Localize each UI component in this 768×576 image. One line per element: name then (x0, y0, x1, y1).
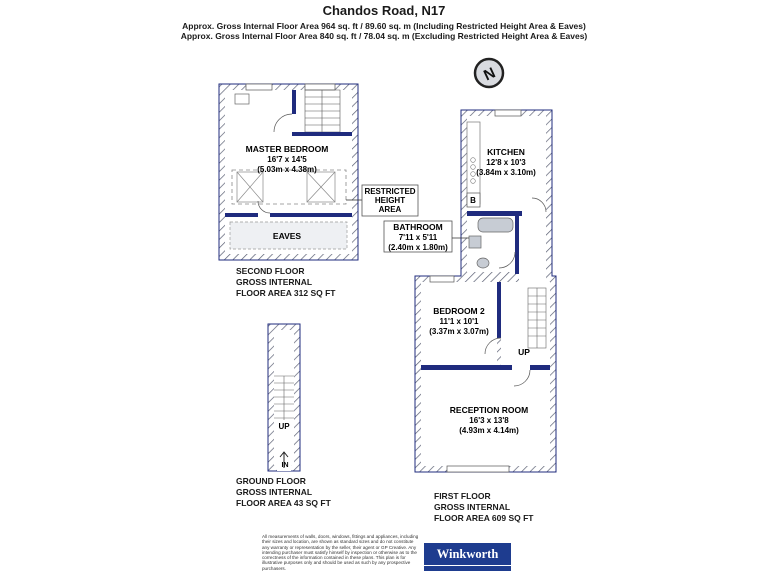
brand-logo-stripe (424, 566, 511, 571)
first-up-label: UP (518, 347, 530, 357)
boiler-label: B (470, 196, 476, 205)
compass (475, 59, 503, 87)
bathroom-name: BATHROOM (393, 222, 443, 232)
brand-logo: Winkworth (424, 543, 511, 565)
ground-floor-label-line2: GROSS INTERNAL (236, 487, 313, 497)
kitchen-metric: (3.84m x 3.10m) (476, 168, 536, 177)
second-floor-label-line2: GROSS INTERNAL (236, 277, 313, 287)
restricted-label-line3: AREA (378, 205, 402, 214)
ground-in-label: IN (281, 462, 289, 469)
area-including-text: Approx. Gross Internal Floor Area 964 sq. ft / 89.60 sq. m (Including Restricted Height Area & Eaves) (182, 21, 586, 31)
reception-door-gap (512, 364, 530, 371)
master-bedroom-name: MASTER BEDROOM (245, 144, 329, 154)
ground-floor-label (236, 476, 331, 509)
disclaimer-text: All measurements of walls, doors, windows, fittings and appliances, including their sizes and location, are shown as standard sizes and do not constitute any warranty or representation by the seller, their agent or GP Creative. Any intending purchaser must satisfy himself by inspection or otherwise as to the correctness of the information contained in these plans. This plan is for illustrative purposes only and should be used as such by any prospective purchasers. (262, 534, 419, 571)
kitchen-name: KITCHEN (487, 147, 525, 157)
first-floor-label-line1: FIRST FLOOR (434, 491, 491, 501)
ground-floor-label-line3: FLOOR AREA 43 SQ FT (236, 498, 331, 508)
second-floor-window-left (246, 84, 272, 90)
bedroom2-window (430, 276, 454, 282)
reception-bay-window (447, 466, 509, 472)
bathroom-side-wall (515, 216, 519, 274)
master-bedroom-imperial: 16'7 x 14'5 (267, 155, 307, 164)
basin-fixture (469, 236, 481, 248)
first-floor-label-line3: FLOOR AREA 609 SQ FT (434, 513, 534, 523)
bedroom2-right-wall (497, 282, 501, 338)
first-floor-plan (384, 110, 556, 472)
reception-name: RECEPTION ROOM (449, 405, 529, 415)
eaves-divider-wall (225, 213, 352, 217)
reception-imperial: 16'3 x 13'8 (469, 416, 509, 425)
compass-north-letter: N (481, 64, 499, 85)
first-floor-label (434, 491, 534, 524)
restricted-label-line2: HEIGHT (374, 196, 406, 205)
kitchen-imperial: 12'8 x 10'3 (486, 158, 526, 167)
restricted-label-line1: RESTRICTED (364, 187, 416, 196)
master-bedroom-metric: (5.03m x 4.38m) (257, 165, 317, 174)
bathroom-metric: (2.40m x 1.80m) (388, 243, 448, 252)
kitchen-window (495, 110, 521, 116)
reception-metric: (4.93m x 4.14m) (459, 426, 519, 435)
toilet-fixture (477, 258, 489, 268)
ground-floor-plan (268, 324, 300, 471)
bedroom2-name: BEDROOM 2 (433, 306, 485, 316)
kitchen-bathroom-wall (467, 211, 522, 216)
second-floor-label (236, 266, 336, 299)
area-excluding-text: Approx. Gross Internal Floor Area 840 sq. ft / 78.04 sq. m (Excluding Restricted Height Area & Eaves) (180, 31, 588, 41)
eaves-name: EAVES (272, 231, 302, 241)
bedroom2-imperial: 11'1 x 10'1 (439, 317, 479, 326)
plan-title: Chandos Road, N17 (322, 3, 446, 18)
hall-interior (519, 212, 546, 282)
bedroom-reception-wall (421, 365, 550, 370)
stair-enclosure-side (292, 90, 296, 114)
first-floor-label-line2: GROSS INTERNAL (434, 502, 511, 512)
stair-enclosure-wall (292, 132, 352, 136)
bathroom-imperial: 7'11 x 5'11 (398, 233, 438, 242)
second-floor-label-line1: SECOND FLOOR (236, 266, 305, 276)
ground-up-label: UP (278, 422, 290, 431)
bedroom2-metric: (3.37m x 3.07m) (429, 327, 489, 336)
bath-fixture (478, 218, 513, 232)
second-floor-label-line3: FLOOR AREA 312 SQ FT (236, 288, 336, 298)
ground-floor-label-line1: GROUND FLOOR (236, 476, 306, 486)
second-floor-window-right (305, 84, 335, 90)
